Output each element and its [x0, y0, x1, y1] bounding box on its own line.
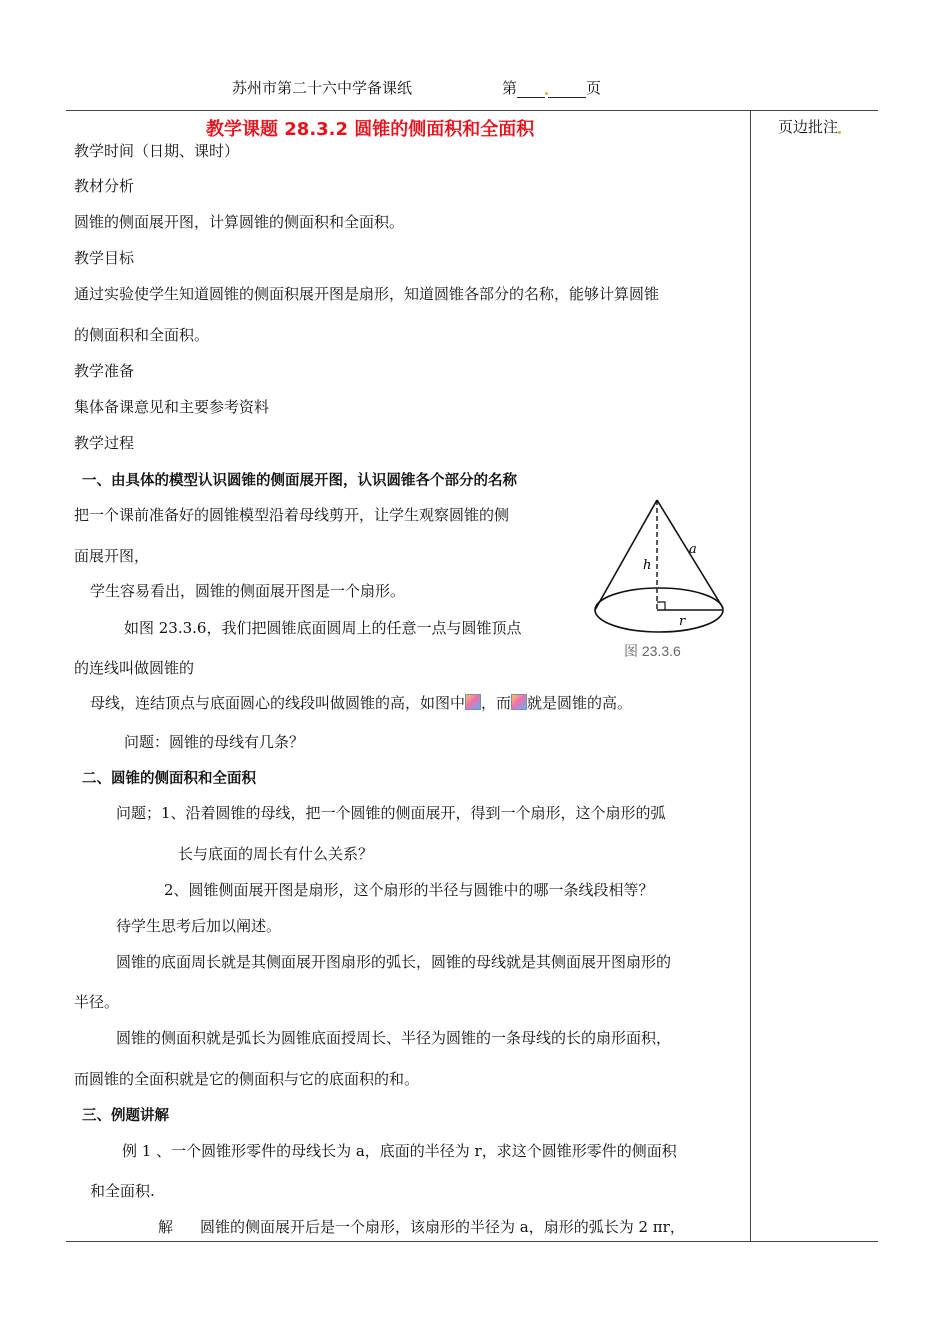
- mark-dot: [838, 131, 841, 134]
- section-2-para-2b: 而圆锥的全面积就是它的侧面积与它的底面积的和。: [74, 1070, 420, 1088]
- section-1-para-6: [90, 693, 632, 713]
- page-blank-2: [548, 81, 586, 98]
- prep-text: 集体备课意见和主要参考资料: [74, 398, 270, 416]
- goal-text-1: 通过实验使学生知道圆锥的侧面积展开图是扇形，知道圆锥各部分的名称，能够计算圆锥: [74, 285, 660, 303]
- solution-label: 解: [158, 1218, 174, 1236]
- table-bottom-border: [66, 1241, 878, 1242]
- section-1-para-2: 面展开图，: [74, 547, 150, 565]
- cone-figure: [585, 493, 735, 663]
- example-1-text: 例 1 、一个圆锥形零件的母线长为 a，底面的半径为 r，求这个圆锥形零件的侧面积: [122, 1142, 677, 1160]
- table-column-divider: [750, 110, 751, 1241]
- section-2-para-1b: 半径。: [74, 993, 120, 1011]
- section-1-para-4: 如图 23.3.6，我们把圆锥底面圆周上的任意一点与圆锥顶点: [124, 619, 522, 637]
- section-2-title: 二、圆锥的侧面积和全面积: [82, 771, 256, 787]
- solution-text: 圆锥的侧面展开后是一个扇形，该扇形的半径为 a，扇形的弧长为 2 πr，: [200, 1218, 685, 1236]
- goal-text-2: 的侧面积和全面积。: [74, 326, 210, 344]
- section-2-question-1b: 长与底面的周长有什么关系？: [178, 845, 374, 863]
- process-label: 教学过程: [74, 434, 135, 452]
- section-1-para-6b: ，而: [481, 694, 512, 712]
- table-top-border: [66, 110, 878, 111]
- section-1-para-6c: 就是圆锥的高。: [527, 694, 633, 712]
- section-3-title: 三、例题讲解: [82, 1108, 169, 1124]
- example-1-text-b: 和全面积.: [90, 1182, 155, 1200]
- page-suffix: 页: [586, 79, 602, 97]
- teaching-time-label: 教学时间（日期、课时）: [74, 142, 240, 160]
- prep-label: 教学准备: [74, 362, 135, 380]
- right-angle-mark: [657, 602, 665, 610]
- page-blank-1: [517, 81, 545, 98]
- section-1-para-5: 的连线叫做圆锥的: [74, 659, 195, 677]
- section-1-para-6a: 母线，连结顶点与底面圆心的线段叫做圆锥的高，如图中: [90, 694, 466, 712]
- lesson-title: 教学课题 28.3.2 圆锥的侧面积和全面积: [206, 119, 535, 140]
- label-h: h: [643, 558, 652, 573]
- section-2-para-1a: 圆锥的底面周长就是其侧面展开图扇形的弧长，圆锥的母线就是其侧面展开图扇形的: [116, 953, 672, 971]
- header-page-number: [502, 78, 601, 98]
- section-1-para-1: 把一个课前准备好的圆锥模型沿着母线剪开，让学生观察圆锥的侧: [74, 506, 510, 524]
- label-a: a: [689, 542, 697, 557]
- side-notes-title: 页边批注: [778, 117, 841, 137]
- figure-caption: 图 23.3.6: [624, 643, 681, 659]
- material-label: 教材分析: [74, 177, 135, 195]
- section-1-title: 一、由具体的模型认识圆锥的侧面展开图，认识圆锥各个部分的名称: [82, 473, 517, 489]
- section-1-para-3: 学生容易看出，圆锥的侧面展开图是一个扇形。: [90, 582, 406, 600]
- section-2-wait: 待学生思考后加以阐述。: [116, 917, 282, 935]
- section-2-para-2a: 圆锥的侧面积就是弧长为圆锥底面授周长、半径为圆锥的一条母线的长的扇形面积，: [116, 1029, 672, 1047]
- label-r: r: [679, 614, 686, 629]
- broken-image-icon: [465, 694, 481, 710]
- header-school: 苏州市第二十六中学备课纸: [232, 79, 413, 97]
- section-1-question: 问题：圆锥的母线有几条？: [124, 733, 305, 751]
- broken-image-icon: [511, 694, 527, 710]
- material-text: 圆锥的侧面展开图，计算圆锥的侧面积和全面积。: [74, 213, 405, 231]
- section-2-question-2: 2、圆锥侧面展开图是扇形，这个扇形的半径与圆锥中的哪一条线段相等？: [164, 881, 654, 899]
- goal-label: 教学目标: [74, 249, 135, 267]
- section-2-question-1: 问题；1、沿着圆锥的母线，把一个圆锥的侧面展开，得到一个扇形，这个扇形的弧: [116, 804, 666, 822]
- cone-slant-left: [595, 500, 657, 610]
- page-prefix: 第: [502, 79, 518, 97]
